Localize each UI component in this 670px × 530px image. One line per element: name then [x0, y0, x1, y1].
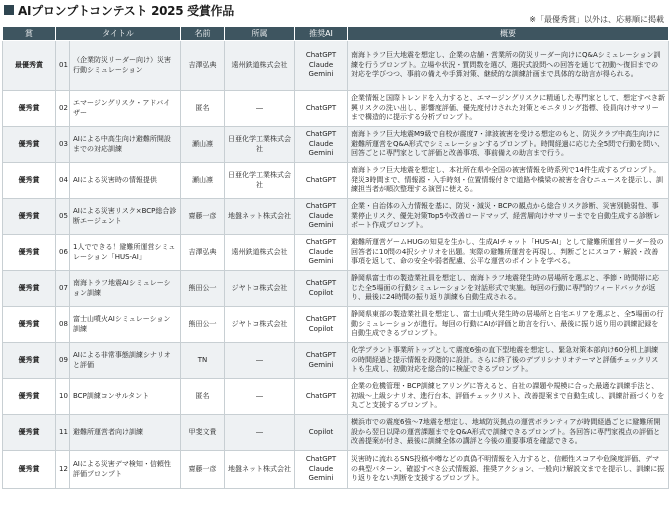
name-cell: 瀬山凛: [181, 127, 225, 163]
table-row: [3, 41, 669, 91]
order-note: ※「最優秀賞」以外は、応募順に掲載: [529, 15, 664, 24]
recommended-ai-cell: [295, 415, 348, 451]
affiliation-cell: ジヤトコ株式会社: [225, 307, 295, 343]
entry-number-cell: 09: [56, 343, 70, 379]
summary-cell: 横浜市での震度6強～7地震を想定し、地域防災拠点の運営ボランティアが時間経過ごとに避難所開設から翌日以降の運営課題までをQ&A形式で訓練できるプロンプト。各回答に専門家視点の評価と改善提案が付き、最後に訓練全体の講評と今後の重要事項を確認できる。: [348, 415, 669, 451]
header-affiliation: 所属: [225, 27, 295, 41]
ai-tool-label: Gemini: [308, 474, 334, 483]
title-cell: 南海トラフ地震AIシミュレーション訓練: [70, 271, 181, 307]
table-body: [3, 41, 669, 489]
ai-tool-label: ChatGPT: [305, 278, 337, 287]
awards-table: [2, 26, 669, 489]
title-cell: 富士山噴火AIシミュレーション訓練: [70, 307, 181, 343]
header-summary: 概要: [348, 27, 669, 41]
affiliation-cell: 遠州鉄道株式会社: [225, 41, 295, 91]
name-cell: 吉澤弘典: [181, 235, 225, 271]
table-row: [3, 343, 669, 379]
table-header-row: [3, 27, 669, 41]
recommended-ai-cell: [295, 235, 348, 271]
title-cell: （企業防災リーダー向け）災害行動シミュレーション: [70, 41, 181, 91]
affiliation-cell: ジヤトコ株式会社: [225, 271, 295, 307]
table-row: [3, 415, 669, 451]
affiliation-cell: ―: [225, 379, 295, 415]
title-cell: 避難所運営者向け訓練: [70, 415, 181, 451]
ai-tool-label: Copilot: [308, 324, 334, 333]
name-cell: 匿名: [181, 379, 225, 415]
prize-cell: 優秀賞: [3, 91, 56, 127]
name-cell: 熊田公一: [181, 307, 225, 343]
ai-tool-label: Claude: [308, 139, 334, 148]
summary-cell: 企業情報と国際トレンドを入力すると、エマージングリスクに精通した専門家として、想定すべき新興リスクの洗い出し、影響度評価、優先度付けされた対策とモニタリング指標、役員向けサマリーまで構造的に提示する分析プロンプト。: [348, 91, 669, 127]
prize-cell: 優秀賞: [3, 271, 56, 307]
ai-tool-label: ChatGPT: [305, 237, 337, 246]
name-cell: 齋藤一彦: [181, 451, 225, 489]
summary-cell: 南海トラフ巨大地震M9級で自校が震度7・津波被害を受ける想定のもと、防災クラブ中高生向けに避難所運営をQ&A形式でシミュレーションするプロンプト。時間経過に応じた全5問で行動を問い、回答ごとに専門家として評価と改善事項、事前備えの助言まで行う。: [348, 127, 669, 163]
ai-tool-label: ChatGPT: [305, 350, 337, 359]
page-header: [4, 2, 234, 18]
ai-tool-label: Gemini: [308, 360, 334, 369]
entry-number-cell: 08: [56, 307, 70, 343]
title-cell: AIによる中高生向け避難所開設までの対応訓練: [70, 127, 181, 163]
recommended-ai-cell: [295, 163, 348, 199]
ai-tool-label: ChatGPT: [305, 129, 337, 138]
prize-cell: 優秀賞: [3, 235, 56, 271]
recommended-ai-cell: [295, 127, 348, 163]
title-cell: AIによる非常事態訓練シナリオと評価: [70, 343, 181, 379]
title-cell: 1人でできる！避難所運営シミュレーション「HUS-AI」: [70, 235, 181, 271]
title-cell: AIによる災害リスク×BCP総合診断エージェント: [70, 199, 181, 235]
prize-cell: 優秀賞: [3, 163, 56, 199]
title-cell: エマージングリスク・アドバイザー: [70, 91, 181, 127]
ai-tool-label: ChatGPT: [305, 391, 337, 400]
table-row: [3, 271, 669, 307]
entry-number-cell: 10: [56, 379, 70, 415]
prize-cell: 優秀賞: [3, 199, 56, 235]
name-cell: 齋藤一彦: [181, 199, 225, 235]
affiliation-cell: 遠州鉄道株式会社: [225, 235, 295, 271]
table-row: [3, 451, 669, 489]
table-row: [3, 307, 669, 343]
title-cell: BCP訓練コンサルタント: [70, 379, 181, 415]
header-name: 名前: [181, 27, 225, 41]
ai-tool-label: Claude: [308, 464, 334, 473]
ai-tool-label: Copilot: [308, 427, 334, 436]
ai-tool-label: ChatGPT: [305, 454, 337, 463]
summary-cell: 企業・自治体の入力情報を基に、防災・減災・BCPの観点から総合リスク診断、災害別脆弱性、事業停止リスク、優先対策Top5や改善ロードマップ、経営層向けサマリーまでを自動生成する診断レポート作成プロンプト。: [348, 199, 669, 235]
affiliation-cell: ―: [225, 91, 295, 127]
ai-tool-label: Gemini: [308, 70, 334, 79]
entry-number-cell: 07: [56, 271, 70, 307]
ai-tool-label: ChatGPT: [305, 103, 337, 112]
affiliation-cell: 地盤ネット株式会社: [225, 199, 295, 235]
title-square-marker: [4, 5, 14, 15]
name-cell: 甲斐文貴: [181, 415, 225, 451]
prize-cell: 優秀賞: [3, 451, 56, 489]
entry-number-cell: 03: [56, 127, 70, 163]
affiliation-cell: ―: [225, 415, 295, 451]
summary-cell: 南海トラフ巨大地震を想定し、本社所在県や全国の被害情報を時系列で14件生成するプロンプト。発災3時間まで、情報源・入手時刻・位置情報付きで道路や橋梁の被害を含むニュースを提示し、訓練担当者が順次整理する演習に使える。: [348, 163, 669, 199]
affiliation-cell: 日亜化学工業株式会社: [225, 163, 295, 199]
ai-tool-label: ChatGPT: [305, 175, 337, 184]
table-row: [3, 163, 669, 199]
ai-tool-label: ChatGPT: [305, 314, 337, 323]
recommended-ai-cell: [295, 307, 348, 343]
ai-tool-label: Claude: [308, 211, 334, 220]
recommended-ai-cell: [295, 343, 348, 379]
name-cell: 吉澤弘典: [181, 41, 225, 91]
summary-cell: 企業の危機管理・BCP訓練ヒアリングに答えると、自社の課題や規模に合った最適な訓練手法と、初級～上級シナリオ、進行台本、評価チェックリスト、改善提案まで自動生成し、訓練計画づくりを丸ごと支援するプロンプト。: [348, 379, 669, 415]
entry-number-cell: 02: [56, 91, 70, 127]
table-row: [3, 235, 669, 271]
page-title: AIプロンプトコンテスト 2025 受賞作品: [18, 3, 234, 18]
entry-number-cell: 12: [56, 451, 70, 489]
prize-cell: 最優秀賞: [3, 41, 56, 91]
ai-tool-label: Claude: [308, 60, 334, 69]
name-cell: 匿名: [181, 91, 225, 127]
summary-cell: 災害時に流れるSNS投稿や噂などの真偽不明情報を入力すると、信頼性スコアや危険度評価、デマの典型パターン、確認すべき公式情報源、推奨アクション、一般向け解説文までを提示し、訓練に振り返りをない判断を支援するプロンプト。: [348, 451, 669, 489]
prize-cell: 優秀賞: [3, 307, 56, 343]
recommended-ai-cell: [295, 199, 348, 235]
title-cell: AIによる災害時の情報提供: [70, 163, 181, 199]
recommended-ai-cell: [295, 379, 348, 415]
header-title: タイトル: [56, 27, 181, 41]
ai-tool-label: Gemini: [308, 257, 334, 266]
table-row: [3, 199, 669, 235]
recommended-ai-cell: [295, 41, 348, 91]
affiliation-cell: ―: [225, 343, 295, 379]
entry-number-cell: 11: [56, 415, 70, 451]
name-cell: TN: [181, 343, 225, 379]
prize-cell: 優秀賞: [3, 415, 56, 451]
summary-cell: 静岡県富士市の製造業社員を想定し、南海トラフ地震発生時の居場所を選ぶと、季節・時間帯に応じた全5場面の行動シミュレーションを対話形式で実施。毎回の行動に専門的フィードバックが返り、最後に24時間の振り返り訓練も自動生成される。: [348, 271, 669, 307]
entry-number-cell: 01: [56, 41, 70, 91]
ai-tool-label: ChatGPT: [305, 50, 337, 59]
ai-tool-label: Claude: [308, 247, 334, 256]
summary-cell: 化学プラント事業所トップとして震度6強の直下型地震を想定し、緊急対策本部向け60分机上訓練の時間経過と提示情報を段階的に設計。さらに終了後のデブリシナリオテーマと評価チェックリストも生成し、初動対応を総合的に検証できるプロンプト。: [348, 343, 669, 379]
ai-tool-label: ChatGPT: [305, 201, 337, 210]
summary-cell: 南海トラフ巨大地震を想定し、企業の店舗・営業所の防災リーダー向けにQ&Aシミュレーション訓練を行うプロンプト。立場や状況・質問数を選び、選択式設問への回答を通じて初動～復旧までの対応を学びつつ、事前の備えや手算対策、継続的な訓練計画まで具体的な助言が得られる。: [348, 41, 669, 91]
ai-tool-label: Gemini: [308, 149, 334, 158]
entry-number-cell: 04: [56, 163, 70, 199]
entry-number-cell: 05: [56, 199, 70, 235]
summary-cell: 避難所運営ゲームHUGの知見を生かし、生成AIチャット「HUS-AI」として避難所運営リーダー役の回答者に10問の4択シナリオを出題。実際の避難所運営を再現し、判断ごとにスコア・解説・改善事項を返して、命の安全や弱者配慮、公平な運営のポイントを学べる。: [348, 235, 669, 271]
recommended-ai-cell: [295, 271, 348, 307]
ai-tool-label: Copilot: [308, 288, 334, 297]
affiliation-cell: 地盤ネット株式会社: [225, 451, 295, 489]
affiliation-cell: 日亜化学工業株式会社: [225, 127, 295, 163]
header-ai: 推奨AI: [295, 27, 348, 41]
name-cell: 熊田公一: [181, 271, 225, 307]
prize-cell: 優秀賞: [3, 343, 56, 379]
ai-tool-label: Gemini: [308, 221, 334, 230]
summary-cell: 静岡県東部の製造業社員を想定し、富士山噴火発生時の居場所と自宅エリアを選ぶと、全5場面の行動シミュレーションが進行。毎回の行動にAIが評価と助言を行い、最後に振り返り用の訓練記録を自動生成できるプロンプト。: [348, 307, 669, 343]
header-prize: 賞: [3, 27, 56, 41]
table-row: [3, 379, 669, 415]
recommended-ai-cell: [295, 451, 348, 489]
prize-cell: 優秀賞: [3, 127, 56, 163]
table-row: [3, 91, 669, 127]
table-row: [3, 127, 669, 163]
prize-cell: 優秀賞: [3, 379, 56, 415]
title-cell: AIによる災害デマ検知・信頼性評価プロンプト: [70, 451, 181, 489]
name-cell: 瀬山凛: [181, 163, 225, 199]
entry-number-cell: 06: [56, 235, 70, 271]
recommended-ai-cell: [295, 91, 348, 127]
